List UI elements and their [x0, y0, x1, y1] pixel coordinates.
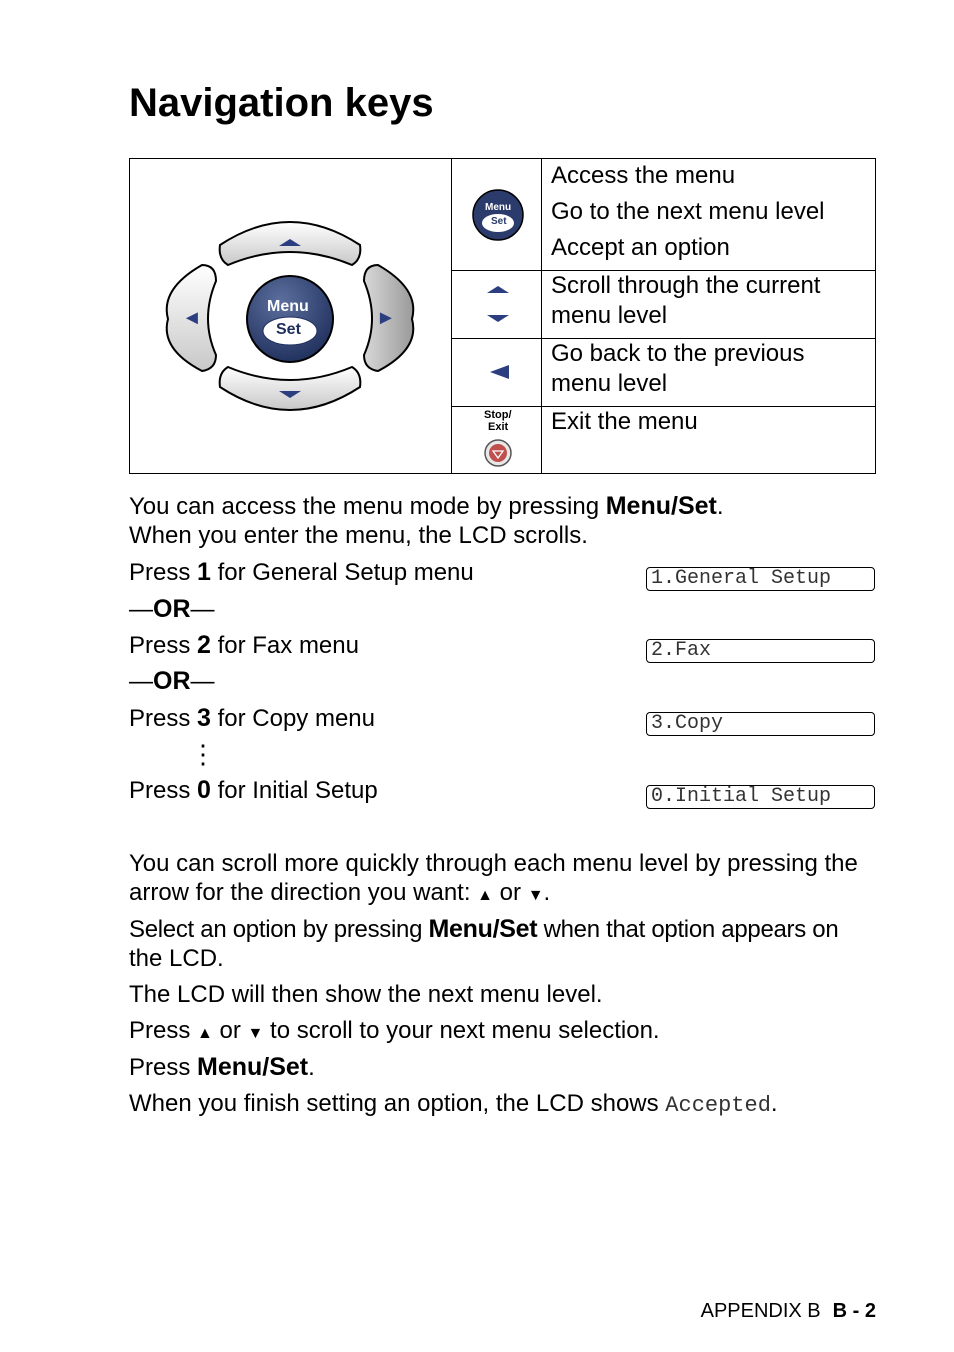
back-description: [542, 339, 884, 406]
body-text: arrow for the direction you want:: [129, 879, 478, 906]
or-separator: [129, 594, 215, 625]
key-number: 1: [197, 558, 211, 586]
right-arrow-icon: ►: [376, 307, 396, 329]
control-pad-cell: [130, 159, 452, 473]
intro-line-2: When you enter the menu, the LCD scrolls.: [129, 522, 588, 549]
finish-paragraph: [129, 1089, 778, 1121]
key-number: 2: [197, 631, 211, 659]
stop-exit-key-cell: [452, 406, 542, 473]
menu-set-key-name: Menu/Set: [197, 1053, 309, 1081]
body-text: .: [308, 1054, 315, 1081]
menu-item-text: for General Setup menu: [210, 559, 474, 586]
scroll-keys-cell: [452, 270, 542, 338]
press-menuset-paragraph: [129, 1052, 315, 1083]
intro-text: You can access the menu mode by pressing: [129, 493, 606, 520]
control-pad-illustration: [130, 159, 450, 473]
lcd-display: 0.Initial Setup: [646, 785, 875, 809]
exit-description: [542, 407, 884, 473]
up-down-arrows-icon: [452, 270, 542, 338]
scroll-paragraph-line-2: [129, 878, 550, 911]
menu-set-key-cell: [452, 159, 542, 270]
body-text: or: [212, 1017, 248, 1044]
or-word: OR: [153, 595, 191, 623]
scroll-description: [542, 271, 884, 338]
description-line: Go to the next menu level: [551, 198, 825, 225]
menu-item-copy: [129, 703, 375, 734]
stop-exit-label-line2: Exit: [488, 421, 509, 433]
left-arrow-icon: [452, 338, 542, 406]
menu-item-text: for Copy menu: [210, 705, 375, 732]
lcd-display: 2.Fax: [646, 639, 875, 663]
description-line: Scroll through the current: [551, 272, 821, 299]
lcd-display: 3.Copy: [646, 712, 875, 736]
down-triangle-icon: ▼: [247, 1025, 264, 1042]
body-text: .: [543, 879, 551, 906]
left-arrow-icon: ◄: [182, 307, 202, 329]
body-text: When you finish setting an option, the LCD shows: [129, 1090, 666, 1117]
or-separator: [129, 666, 215, 697]
footer-page-number: B - 2: [832, 1300, 876, 1322]
menu-set-icon-set-label: Set: [491, 216, 507, 227]
menu-set-key-icon: [452, 159, 542, 270]
page-title: Navigation keys: [129, 81, 434, 125]
menu-item-text: for Initial Setup: [210, 777, 378, 804]
press-text: Press: [129, 777, 198, 804]
body-text: Press: [129, 1054, 198, 1081]
back-key-cell: [452, 338, 542, 406]
menu-set-description: [542, 159, 884, 270]
intro-line-1: [129, 491, 724, 522]
menu-set-key-name: Menu/Set: [428, 915, 538, 943]
footer-section: APPENDIX B: [700, 1300, 821, 1322]
dash: —: [190, 596, 215, 623]
navigation-key-table: [129, 158, 876, 474]
description-line: Access the menu: [551, 162, 736, 189]
key-number: 0: [197, 776, 211, 804]
or-word: OR: [153, 667, 191, 695]
body-text: .: [770, 1090, 778, 1117]
lcd-display: 1.General Setup: [646, 567, 875, 591]
body-text: when that option appears on: [537, 916, 839, 943]
menu-item-fax: [129, 630, 359, 661]
select-paragraph-line-1: [129, 914, 838, 945]
up-triangle-icon: ▲: [197, 1025, 213, 1042]
dash: —: [129, 596, 153, 623]
down-triangle-icon: ▼: [527, 887, 544, 904]
intro-period: .: [716, 493, 724, 520]
body-text: Select an option by pressing: [129, 916, 429, 943]
next-level-paragraph: The LCD will then show the next menu level.: [129, 981, 603, 1008]
press-text: Press: [129, 559, 198, 586]
dash: —: [190, 668, 215, 695]
description-line: menu level: [551, 370, 668, 397]
description-line: Accept an option: [551, 234, 730, 261]
pad-set-label: Set: [276, 321, 301, 338]
body-text: or: [493, 879, 528, 906]
description-line: Go back to the previous: [551, 340, 805, 367]
lcd-accepted-text: Accepted: [665, 1093, 771, 1118]
press-text: Press: [129, 632, 198, 659]
press-scroll-paragraph: [129, 1016, 660, 1049]
menu-item-text: for Fax menu: [210, 632, 359, 659]
vertical-ellipsis: ⋮: [190, 739, 216, 769]
description-line: Exit the menu: [551, 408, 698, 435]
body-text: Press: [129, 1017, 198, 1044]
up-triangle-icon: ▲: [477, 887, 494, 904]
stop-exit-label-line1: Stop/: [484, 409, 512, 421]
pad-menu-label: Menu: [267, 298, 309, 315]
dash: —: [129, 668, 153, 695]
menu-set-icon-menu-label: Menu: [485, 202, 512, 213]
select-paragraph-line-2: the LCD.: [129, 945, 224, 972]
description-line: menu level: [551, 302, 668, 329]
down-key: [220, 367, 361, 410]
press-text: Press: [129, 705, 198, 732]
menu-set-key-name: Menu/Set: [605, 492, 717, 520]
menu-item-initial-setup: [129, 775, 378, 806]
menu-item-general-setup: [129, 557, 474, 588]
body-text: to scroll to your next menu selection.: [263, 1017, 660, 1044]
page-footer: [701, 1300, 876, 1323]
key-number: 3: [197, 704, 211, 732]
scroll-paragraph-line-1: You can scroll more quickly through each menu level by pressing the: [129, 850, 858, 877]
